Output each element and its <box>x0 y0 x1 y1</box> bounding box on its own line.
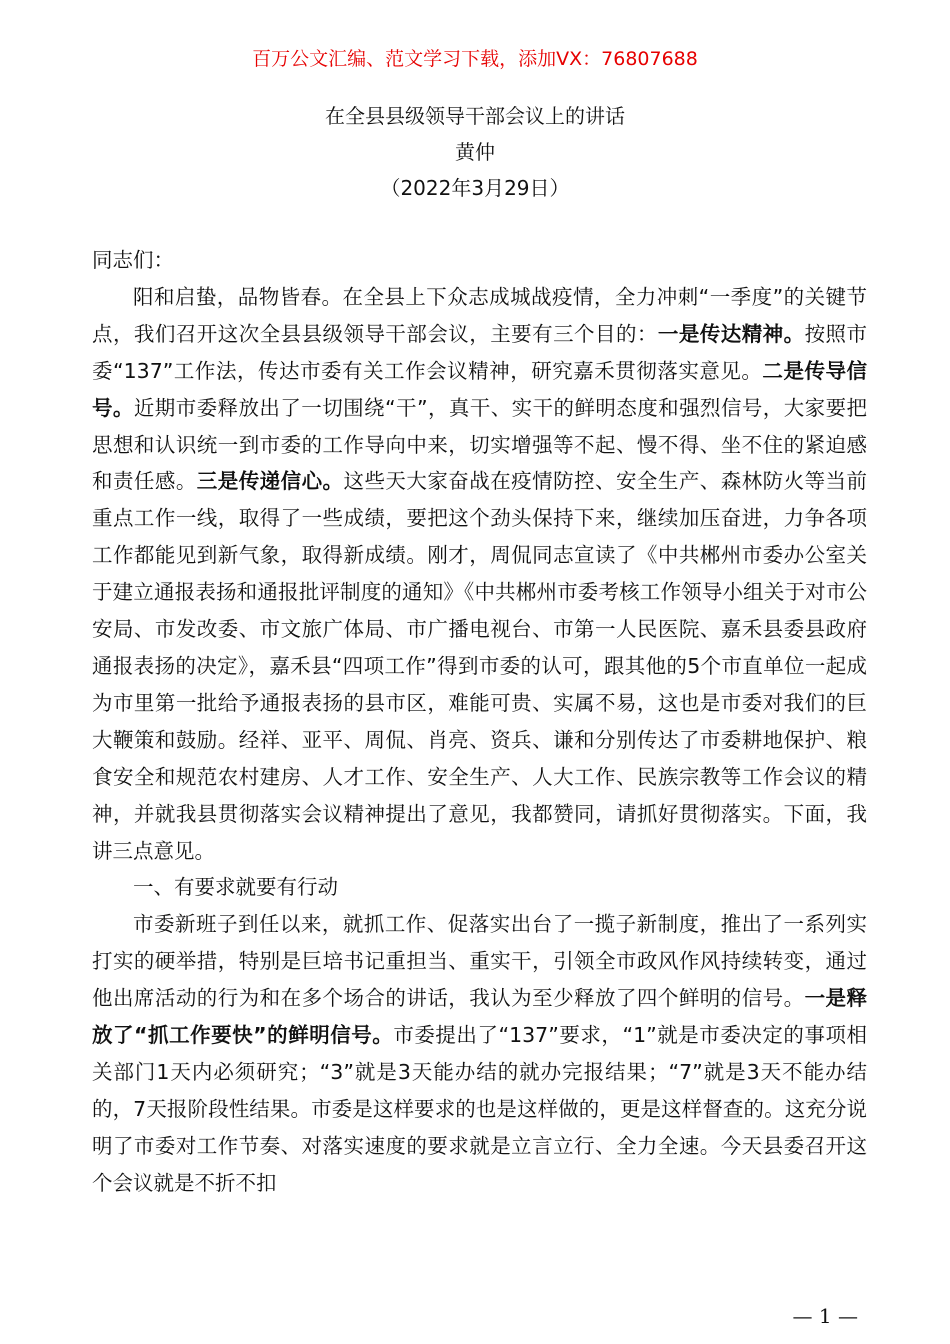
document-title: 在全县县级领导干部会议上的讲话 <box>325 104 625 128</box>
paragraph-text: 近期市委释放出了一切围绕“干”，真干、实干的鲜明态度和强烈信号，大家要把思想和认识统一到市委的工作导向中来，切实增强等不起、慢不得、坐不住的紧迫感和责任感。 <box>92 395 867 494</box>
paragraph-text: 市委提出了“137”要求，“1”就是市委决定的事项相关部门1天内必须研究；“3”就是3天能办结的就办完报结果；“7”就是3天不能办结的，7天报阶段性结果。市委是这样要求的也是这样做的，更是这样督查的。这充分说明了市委对工作节奏、对落实速度的要求就是立言立行、全力全速。今天县委召开这个会议就是不折不扣 <box>92 1023 867 1195</box>
download-banner: 百万公文汇编、范文学习下载，添加VX：76807688 <box>252 48 698 70</box>
bold-point: 一是释放了“抓工作要快”的鲜明信号。 <box>92 986 868 1048</box>
salutation: 同志们： <box>92 248 174 272</box>
bold-point: 一是传达精神。 <box>657 321 805 346</box>
paragraph-section1 <box>92 906 867 1201</box>
document-body <box>92 242 867 1202</box>
section-heading: 一、有要求就要有行动 <box>133 875 338 900</box>
bold-point: 三是传递信心。 <box>196 469 344 494</box>
paragraph-text: 按照市委“137”工作法，传达市委有关工作会议精神，研究嘉禾贯彻落实意见。 <box>92 321 868 383</box>
document-date: （2022年3月29日） <box>380 176 570 200</box>
page-number: — 1 — <box>792 1304 858 1328</box>
paragraph-text: 这些天大家奋战在疫情防控、安全生产、森林防火等当前重点工作一线，取得了一些成绩，要把这个劲头保持下来，继续加压奋进，力争各项工作都能见到新气象，取得新成绩。刚才，周侃同志宣读了《中共郴州市委办公室关于建立通报表扬和通报批评制度的通知》《中共郴州市委考核工作领导小组关于对市公安局、市发改委、市文旅广体局、市广播电视台、市第一人民医院、嘉禾县委县政府通报表扬的决定》，嘉禾县“四项工作”得到市委的认可，跟其他的5个市直单位一起成为市里第一批给予通报表扬的县市区，难能可贵、实属不易，这也是市委对我们的巨大鞭策和鼓励。经祥、亚平、周侃、肖亮、资兵、谦和分别传达了市委耕地保护、粮食安全和规范农村建房、人才工作、安全生产、人大工作、民族宗教等工作会议的精神，并就我县贯彻落实会议精神提出了意见，我都赞同，请抓好贯彻落实。下面，我讲三点意见。 <box>92 469 868 863</box>
paragraph-text: 阳和启蛰，品物皆春。在全县上下众志成城战疫情，全力冲刺“一季度”的关键节点，我们召开这次全县县级领导干部会议，主要有三个目的： <box>92 284 867 346</box>
bold-point: 二是传导信号。 <box>92 358 867 420</box>
document-author: 黄仲 <box>455 140 495 164</box>
paragraph-text: 市委新班子到任以来，就抓工作、促落实出台了一揽子新制度，推出了一系列实打实的硬举措，特别是巨培书记重担当、重实干，引领全市政风作风持续转变，通过他出席活动的行为和在多个场合的讲话，我认为至少释放了四个鲜明的信号。 <box>92 912 867 1011</box>
document-heading <box>0 98 950 206</box>
paragraph-intro <box>92 279 867 870</box>
